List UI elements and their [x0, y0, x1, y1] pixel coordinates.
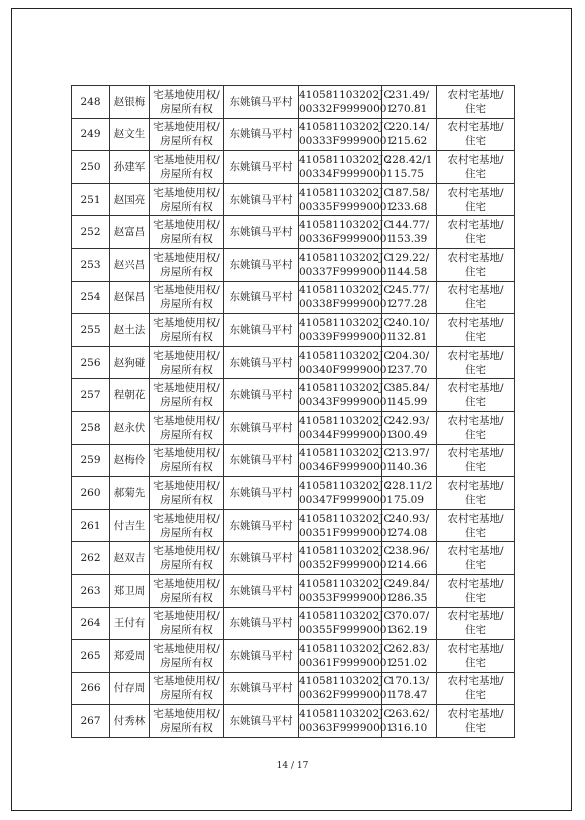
cell-owner-name-text: 赵保昌: [113, 291, 146, 304]
cell-serial-number: [72, 640, 110, 673]
cell-right-type: [150, 86, 224, 119]
cell-serial-number-text: 248: [80, 95, 101, 108]
cell-right-type: [150, 379, 224, 412]
cell-usage: [437, 248, 515, 281]
table-row: [72, 281, 515, 314]
cell-location: [224, 216, 299, 249]
cell-unit-code: [299, 705, 394, 738]
cell-right-type: [150, 705, 224, 738]
cell-unit-code-text: 410581103202JC 00346F99990001: [299, 447, 394, 474]
cell-serial-number: [72, 86, 110, 119]
cell-usage-text: 农村宅基地/ 住宅: [447, 447, 504, 474]
cell-serial-number-text: 261: [80, 519, 101, 532]
cell-location-text: 东姚镇马平村: [229, 584, 293, 597]
cell-unit-code: [299, 672, 394, 705]
cell-serial-number-text: 257: [80, 389, 101, 402]
cell-area-text: 249.84/ 286.35: [388, 577, 430, 604]
cell-location: [224, 705, 299, 738]
cell-serial-number: [72, 118, 110, 151]
cell-area-text: 263.62/ 316.10: [388, 708, 430, 735]
cell-owner-name-text: 王付有: [113, 617, 146, 630]
cell-owner-name-text: 赵永伏: [113, 421, 146, 434]
cell-location-text: 东姚镇马平村: [229, 519, 293, 532]
cell-unit-code: [299, 477, 394, 510]
cell-right-type: [150, 444, 224, 477]
cell-unit-code-text: 410581103202JC 00352F99990001: [299, 545, 394, 572]
cell-unit-code-text: 410581103202JC 00334F99990001: [299, 153, 394, 180]
cell-owner-name-text: 郑卫周: [113, 584, 146, 597]
cell-location-text: 东姚镇马平村: [229, 617, 293, 630]
cell-owner-name-text: 付吉生: [113, 519, 146, 532]
cell-owner-name-text: 赵兴昌: [113, 258, 146, 271]
cell-location: [224, 346, 299, 379]
cell-right-type-text: 宅基地使用权/ 房屋所有权: [153, 349, 220, 376]
table-row: [72, 411, 515, 444]
cell-location: [224, 314, 299, 347]
cell-right-type: [150, 672, 224, 705]
cell-right-type-text: 宅基地使用权/ 房屋所有权: [153, 708, 220, 735]
cell-location: [224, 248, 299, 281]
cell-location: [224, 281, 299, 314]
cell-serial-number-text: 264: [80, 617, 101, 630]
cell-unit-code-text: 410581103202JC 00362F99990001: [299, 675, 394, 702]
cell-right-type: [150, 248, 224, 281]
table-row: [72, 216, 515, 249]
cell-serial-number: [72, 705, 110, 738]
cell-area-text: 262.83/ 251.02: [388, 642, 430, 669]
cell-serial-number-text: 253: [80, 258, 101, 271]
cell-serial-number: [72, 477, 110, 510]
cell-owner-name: [110, 705, 150, 738]
cell-location-text: 东姚镇马平村: [229, 128, 293, 141]
cell-usage-text: 农村宅基地/ 住宅: [447, 414, 504, 441]
cell-location: [224, 640, 299, 673]
cell-serial-number-text: 254: [80, 291, 101, 304]
cell-right-type: [150, 118, 224, 151]
cell-right-type-text: 宅基地使用权/ 房屋所有权: [153, 479, 220, 506]
cell-owner-name: [110, 314, 150, 347]
cell-owner-name-text: 郝菊先: [113, 486, 146, 499]
cell-location: [224, 118, 299, 151]
cell-location: [224, 477, 299, 510]
cell-unit-code-text: 410581103202JC 00343F99990001: [299, 382, 394, 409]
cell-right-type: [150, 477, 224, 510]
cell-usage-text: 农村宅基地/ 住宅: [447, 382, 504, 409]
cell-location-text: 东姚镇马平村: [229, 421, 293, 434]
cell-serial-number-text: 250: [80, 160, 101, 173]
cell-right-type-text: 宅基地使用权/ 房屋所有权: [153, 219, 220, 246]
cell-owner-name-text: 赵梅伶: [113, 454, 146, 467]
cell-location: [224, 86, 299, 119]
table-row: [72, 314, 515, 347]
table-row: [72, 248, 515, 281]
cell-location: [224, 411, 299, 444]
cell-usage-text: 农村宅基地/ 住宅: [447, 675, 504, 702]
cell-owner-name-text: 付存周: [113, 682, 146, 695]
cell-right-type: [150, 640, 224, 673]
cell-unit-code-text: 410581103202JC 00355F99990001: [299, 610, 394, 637]
cell-usage: [437, 86, 515, 119]
cell-right-type: [150, 574, 224, 607]
cell-usage-text: 农村宅基地/ 住宅: [447, 708, 504, 735]
cell-owner-name-text: 赵土法: [113, 323, 146, 336]
cell-owner-name: [110, 86, 150, 119]
cell-serial-number-text: 260: [80, 486, 101, 499]
cell-unit-code: [299, 314, 394, 347]
cell-location-text: 东姚镇马平村: [229, 95, 293, 108]
cell-unit-code: [299, 444, 394, 477]
cell-usage-text: 农村宅基地/ 住宅: [447, 153, 504, 180]
cell-unit-code: [299, 509, 394, 542]
cell-right-type-text: 宅基地使用权/ 房屋所有权: [153, 284, 220, 311]
cell-serial-number-text: 262: [80, 552, 101, 565]
cell-owner-name: [110, 216, 150, 249]
table-row: [72, 477, 515, 510]
cell-usage-text: 农村宅基地/ 住宅: [447, 545, 504, 572]
cell-right-type: [150, 542, 224, 575]
cell-usage-text: 农村宅基地/ 住宅: [447, 479, 504, 506]
cell-owner-name: [110, 477, 150, 510]
cell-unit-code-text: 410581103202JC 00344F99990001: [299, 414, 394, 441]
cell-unit-code: [299, 183, 394, 216]
cell-serial-number: [72, 379, 110, 412]
cell-serial-number-text: 266: [80, 682, 101, 695]
cell-serial-number: [72, 672, 110, 705]
cell-unit-code: [299, 216, 394, 249]
cell-location: [224, 379, 299, 412]
cell-location-text: 东姚镇马平村: [229, 160, 293, 173]
table-row: [72, 183, 515, 216]
cell-owner-name: [110, 151, 150, 184]
cell-area-text: 213.97/ 140.36: [388, 447, 430, 474]
cell-area-text: 220.14/ 215.62: [388, 121, 430, 148]
cell-right-type-text: 宅基地使用权/ 房屋所有权: [153, 512, 220, 539]
cell-right-type-text: 宅基地使用权/ 房屋所有权: [153, 545, 220, 572]
cell-owner-name-text: 孙建军: [113, 160, 146, 173]
cell-unit-code-text: 410581103202JC 00332F99990001: [299, 88, 394, 115]
cell-unit-code: [299, 607, 394, 640]
cell-usage: [437, 379, 515, 412]
cell-usage-text: 农村宅基地/ 住宅: [447, 642, 504, 669]
cell-right-type: [150, 314, 224, 347]
table-row: [72, 346, 515, 379]
cell-unit-code: [299, 346, 394, 379]
cell-owner-name: [110, 118, 150, 151]
cell-right-type-text: 宅基地使用权/ 房屋所有权: [153, 577, 220, 604]
cell-usage: [437, 151, 515, 184]
cell-usage: [437, 346, 515, 379]
cell-usage: [437, 509, 515, 542]
cell-serial-number: [72, 444, 110, 477]
cell-right-type-text: 宅基地使用权/ 房屋所有权: [153, 675, 220, 702]
cell-right-type-text: 宅基地使用权/ 房屋所有权: [153, 610, 220, 637]
cell-serial-number: [72, 183, 110, 216]
cell-unit-code-text: 410581103202JC 00339F99990001: [299, 316, 394, 343]
cell-owner-name-text: 赵狗碰: [113, 356, 146, 369]
cell-unit-code-text: 410581103202JC 00340F99990001: [299, 349, 394, 376]
cell-location-text: 东姚镇马平村: [229, 226, 293, 239]
cell-unit-code-text: 410581103202JC 00337F99990001: [299, 251, 394, 278]
cell-location: [224, 574, 299, 607]
cell-usage: [437, 411, 515, 444]
cell-location-text: 东姚镇马平村: [229, 389, 293, 402]
cell-serial-number-text: 256: [80, 356, 101, 369]
cell-location: [224, 151, 299, 184]
cell-serial-number: [72, 248, 110, 281]
cell-owner-name-text: 付秀林: [113, 715, 146, 728]
cell-right-type-text: 宅基地使用权/ 房屋所有权: [153, 251, 220, 278]
cell-location-text: 东姚镇马平村: [229, 323, 293, 336]
table-row: [72, 672, 515, 705]
cell-usage: [437, 183, 515, 216]
cell-right-type: [150, 151, 224, 184]
table-row: [72, 542, 515, 575]
cell-unit-code: [299, 379, 394, 412]
table-row: [72, 705, 515, 738]
property-registry-table: [71, 85, 515, 738]
cell-location-text: 东姚镇马平村: [229, 291, 293, 304]
cell-owner-name: [110, 346, 150, 379]
cell-usage: [437, 574, 515, 607]
cell-area-text: 370.07/ 362.19: [388, 610, 430, 637]
table-row: [72, 86, 515, 119]
cell-usage: [437, 314, 515, 347]
cell-serial-number-text: 258: [80, 421, 101, 434]
cell-location: [224, 444, 299, 477]
cell-serial-number-text: 255: [80, 323, 101, 336]
cell-usage-text: 农村宅基地/ 住宅: [447, 186, 504, 213]
cell-right-type: [150, 509, 224, 542]
cell-usage-text: 农村宅基地/ 住宅: [447, 219, 504, 246]
cell-location-text: 东姚镇马平村: [229, 649, 293, 662]
cell-usage-text: 农村宅基地/ 住宅: [447, 512, 504, 539]
cell-owner-name: [110, 281, 150, 314]
cell-usage-text: 农村宅基地/ 住宅: [447, 349, 504, 376]
cell-location-text: 东姚镇马平村: [229, 356, 293, 369]
cell-unit-code-text: 410581103202JC 00335F99990001: [299, 186, 394, 213]
cell-area-text: 385.84/ 145.99: [388, 382, 430, 409]
cell-serial-number: [72, 542, 110, 575]
cell-owner-name: [110, 248, 150, 281]
cell-serial-number: [72, 411, 110, 444]
cell-right-type-text: 宅基地使用权/ 房屋所有权: [153, 642, 220, 669]
cell-unit-code-text: 410581103202JC 00363F99990001: [299, 708, 394, 735]
cell-owner-name-text: 赵银梅: [113, 95, 146, 108]
cell-unit-code: [299, 281, 394, 314]
cell-unit-code-text: 410581103202JC 00338F99990001: [299, 284, 394, 311]
cell-area-text: 228.11/2 75.09: [385, 479, 433, 506]
cell-usage: [437, 281, 515, 314]
table-row: [72, 151, 515, 184]
cell-usage: [437, 640, 515, 673]
cell-owner-name-text: 程朝花: [113, 389, 146, 402]
cell-area-text: 240.10/ 132.81: [388, 316, 430, 343]
cell-unit-code-text: 410581103202JC 00347F99990001: [299, 479, 394, 506]
cell-area-text: 144.77/ 153.39: [388, 219, 430, 246]
cell-serial-number: [72, 151, 110, 184]
cell-location-text: 东姚镇马平村: [229, 552, 293, 565]
cell-usage-text: 农村宅基地/ 住宅: [447, 610, 504, 637]
cell-location-text: 东姚镇马平村: [229, 258, 293, 271]
cell-location-text: 东姚镇马平村: [229, 715, 293, 728]
cell-location-text: 东姚镇马平村: [229, 193, 293, 206]
cell-owner-name: [110, 672, 150, 705]
cell-usage: [437, 477, 515, 510]
cell-right-type: [150, 607, 224, 640]
cell-right-type-text: 宅基地使用权/ 房屋所有权: [153, 88, 220, 115]
cell-location: [224, 672, 299, 705]
cell-usage-text: 农村宅基地/ 住宅: [447, 316, 504, 343]
cell-usage: [437, 607, 515, 640]
cell-owner-name-text: 郑爱周: [113, 649, 146, 662]
cell-serial-number: [72, 607, 110, 640]
cell-owner-name: [110, 542, 150, 575]
cell-serial-number: [72, 574, 110, 607]
cell-usage: [437, 216, 515, 249]
cell-unit-code-text: 410581103202JC 00351F99990001: [299, 512, 394, 539]
cell-serial-number-text: 249: [80, 128, 101, 141]
cell-area-text: 204.30/ 237.70: [388, 349, 430, 376]
cell-usage: [437, 118, 515, 151]
cell-area-text: 170.13/ 178.47: [388, 675, 430, 702]
cell-usage: [437, 444, 515, 477]
cell-right-type-text: 宅基地使用权/ 房屋所有权: [153, 382, 220, 409]
cell-area-text: 240.93/ 274.08: [388, 512, 430, 539]
cell-right-type: [150, 216, 224, 249]
cell-owner-name: [110, 607, 150, 640]
cell-area-text: 245.77/ 277.28: [388, 284, 430, 311]
table-row: [72, 379, 515, 412]
cell-owner-name: [110, 444, 150, 477]
cell-right-type-text: 宅基地使用权/ 房屋所有权: [153, 153, 220, 180]
table-row: [72, 509, 515, 542]
cell-right-type: [150, 281, 224, 314]
cell-unit-code-text: 410581103202JC 00333F99990001: [299, 121, 394, 148]
table-row: [72, 640, 515, 673]
cell-right-type-text: 宅基地使用权/ 房屋所有权: [153, 316, 220, 343]
cell-usage-text: 农村宅基地/ 住宅: [447, 88, 504, 115]
cell-unit-code-text: 410581103202JC 00336F99990001: [299, 219, 394, 246]
cell-location-text: 东姚镇马平村: [229, 454, 293, 467]
cell-serial-number: [72, 346, 110, 379]
cell-usage: [437, 542, 515, 575]
table-row: [72, 607, 515, 640]
table-row: [72, 118, 515, 151]
cell-right-type-text: 宅基地使用权/ 房屋所有权: [153, 121, 220, 148]
cell-serial-number-text: 259: [80, 454, 101, 467]
cell-area-text: 129.22/ 144.58: [388, 251, 430, 278]
cell-usage-text: 农村宅基地/ 住宅: [447, 251, 504, 278]
cell-usage: [437, 705, 515, 738]
cell-owner-name: [110, 183, 150, 216]
cell-owner-name-text: 赵文生: [113, 128, 146, 141]
page-number: 14 / 17: [276, 761, 309, 771]
cell-unit-code: [299, 574, 394, 607]
cell-right-type: [150, 346, 224, 379]
cell-area-text: 187.58/ 233.68: [388, 186, 430, 213]
cell-location: [224, 509, 299, 542]
cell-owner-name: [110, 574, 150, 607]
cell-owner-name-text: 赵国亮: [113, 193, 146, 206]
cell-serial-number-text: 267: [80, 715, 101, 728]
table-row: [72, 574, 515, 607]
cell-unit-code: [299, 248, 394, 281]
cell-unit-code: [299, 151, 394, 184]
cell-unit-code-text: 410581103202JC 00361F99990001: [299, 642, 394, 669]
cell-serial-number: [72, 509, 110, 542]
cell-unit-code-text: 410581103202JC 00353F99990001: [299, 577, 394, 604]
cell-usage-text: 农村宅基地/ 住宅: [447, 121, 504, 148]
cell-serial-number-text: 251: [80, 193, 101, 206]
cell-right-type: [150, 183, 224, 216]
cell-unit-code: [299, 411, 394, 444]
cell-serial-number: [72, 314, 110, 347]
cell-serial-number: [72, 281, 110, 314]
cell-location-text: 东姚镇马平村: [229, 682, 293, 695]
cell-location: [224, 607, 299, 640]
cell-location: [224, 183, 299, 216]
cell-owner-name: [110, 379, 150, 412]
cell-area-text: 238.96/ 214.66: [388, 545, 430, 572]
cell-serial-number: [72, 216, 110, 249]
cell-serial-number-text: 263: [80, 584, 101, 597]
cell-usage: [437, 672, 515, 705]
cell-owner-name: [110, 640, 150, 673]
cell-area-text: 242.93/ 300.49: [388, 414, 430, 441]
table-body: [72, 86, 515, 738]
cell-area-text: 228.42/1 15.75: [385, 153, 433, 180]
cell-owner-name-text: 赵富昌: [113, 226, 146, 239]
cell-unit-code: [299, 118, 394, 151]
cell-location: [224, 542, 299, 575]
cell-unit-code: [299, 542, 394, 575]
cell-right-type-text: 宅基地使用权/ 房屋所有权: [153, 186, 220, 213]
cell-unit-code: [299, 640, 394, 673]
table-row: [72, 444, 515, 477]
cell-serial-number-text: 252: [80, 226, 101, 239]
cell-right-type: [150, 411, 224, 444]
cell-right-type-text: 宅基地使用权/ 房屋所有权: [153, 447, 220, 474]
cell-owner-name: [110, 509, 150, 542]
cell-serial-number-text: 265: [80, 649, 101, 662]
cell-usage-text: 农村宅基地/ 住宅: [447, 284, 504, 311]
cell-owner-name-text: 赵双吉: [113, 552, 146, 565]
cell-unit-code: [299, 86, 394, 119]
cell-location-text: 东姚镇马平村: [229, 486, 293, 499]
cell-owner-name: [110, 411, 150, 444]
cell-area-text: 231.49/ 270.81: [388, 88, 430, 115]
cell-right-type-text: 宅基地使用权/ 房屋所有权: [153, 414, 220, 441]
cell-usage-text: 农村宅基地/ 住宅: [447, 577, 504, 604]
